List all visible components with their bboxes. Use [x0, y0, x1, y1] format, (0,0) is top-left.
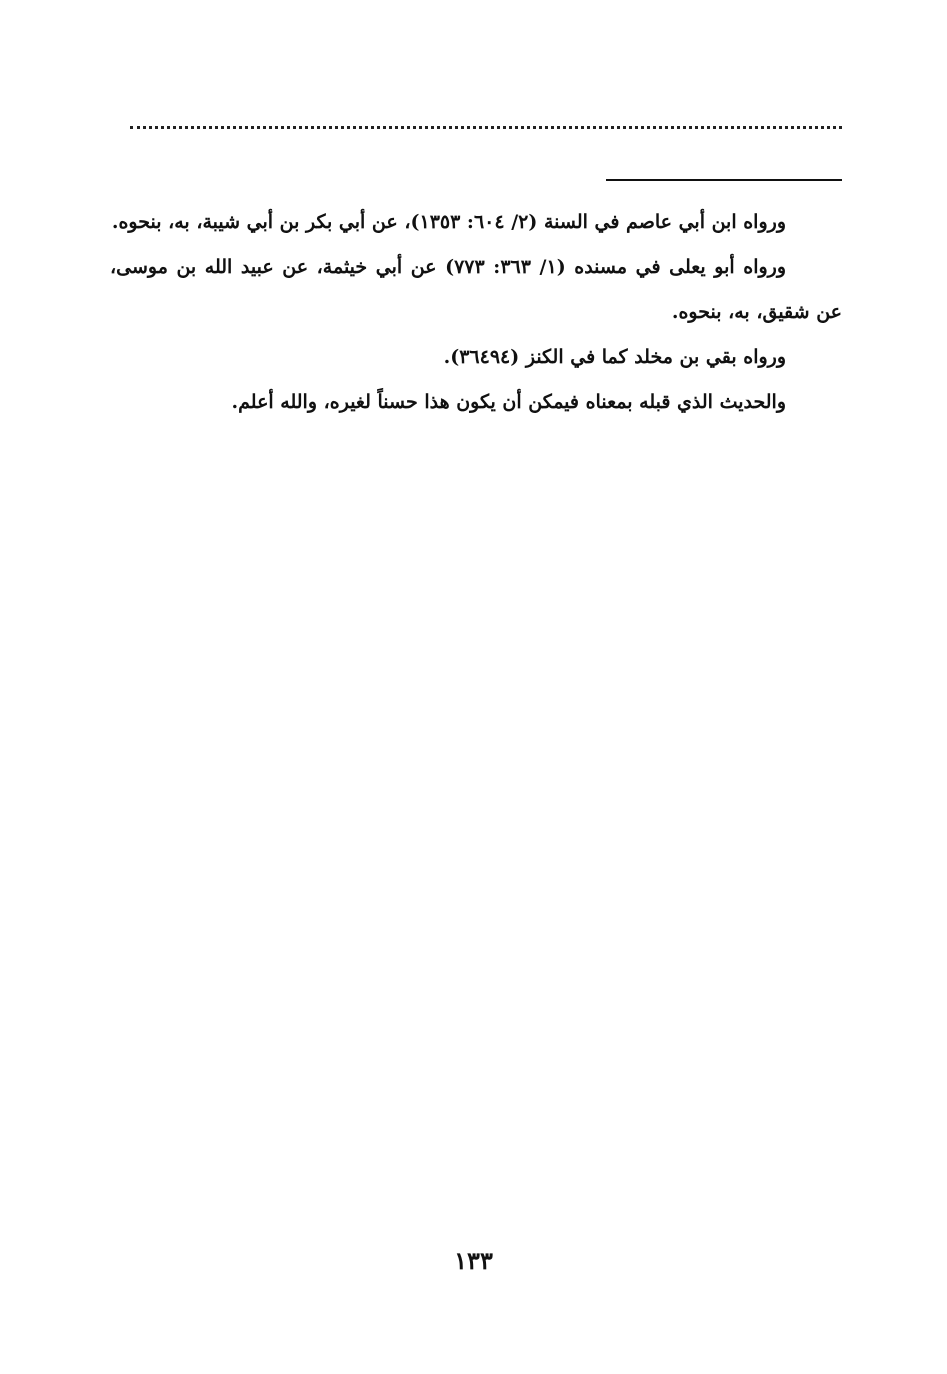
- footnote-paragraph: ورواه بقي بن مخلد كما في الكنز (٣٦٤٩٤).: [443, 346, 786, 368]
- footnote-paragraph: ورواه أبو يعلى في مسنده (١/ ٣٦٣: ٧٧٣) عن أبي خيثمة، عن عبيد الله بن موسى، عن شقيق، به، بنحوه.: [110, 256, 842, 323]
- page-number: ١٣٣: [454, 1246, 493, 1275]
- footnote-paragraph: ورواه ابن أبي عاصم في السنة (٢/ ٦٠٤: ١٣٥٣)، عن أبي بكر بن أبي شيبة، به، بنحوه.: [111, 211, 786, 233]
- dotted-separator: [130, 126, 842, 129]
- footnote-paragraph: والحديث الذي قبله بمعناه فيمكن أن يكون هذا حسناً لغيره، والله أعلم.: [231, 391, 786, 413]
- footnote-separator: [606, 179, 842, 181]
- footnotes-block: [110, 200, 842, 425]
